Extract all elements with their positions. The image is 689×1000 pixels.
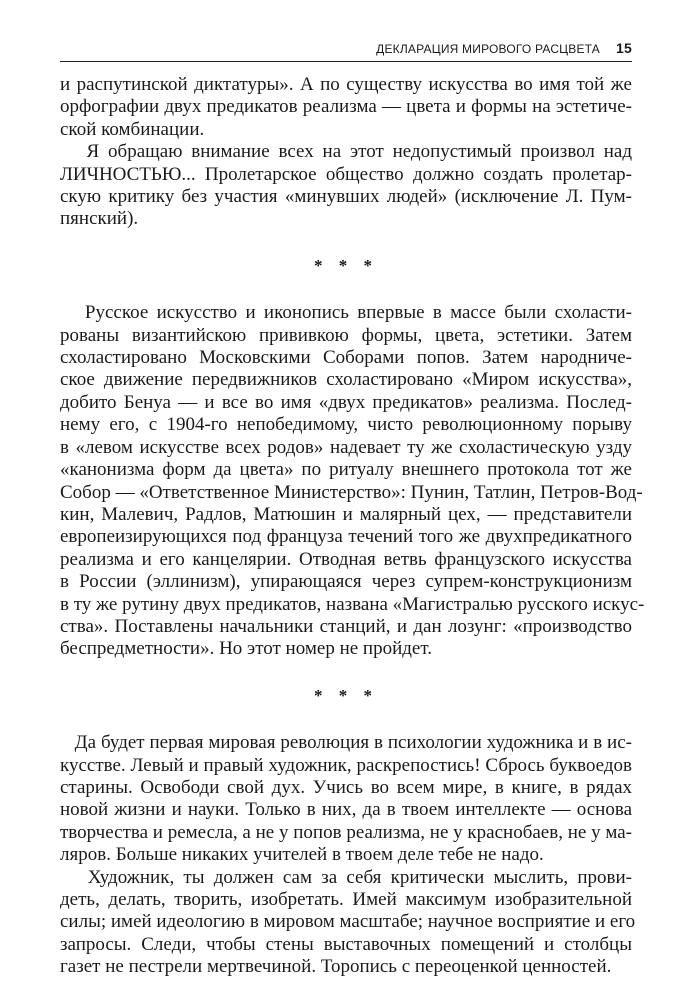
- text-line: Да будет первая мировая революция в психологии художника и в ис-: [60, 732, 632, 754]
- text-line: запросы. Следи, чтобы стены выставочных помещений и столбцы: [60, 933, 632, 955]
- text-line: Русское искусство и иконопись впервые в массе были схоласти-: [60, 302, 632, 324]
- text-line: кусстве. Левый и правый художник, раскрепостись! Сбрось буквоедов: [60, 754, 632, 776]
- text-line: беспредметности». Но этот номер не пройдет.: [60, 638, 432, 660]
- section-separator: * * *: [314, 685, 378, 705]
- text-line: газет не пестрели мертвечиной. Торопись с переоценкой ценностей.: [60, 956, 612, 978]
- text-line: в ту же рутину двух предикатов, названа «Магистралью русского искус-: [60, 593, 645, 615]
- text-line: и распутинской диктатуры». А по существу искусства во имя той же: [60, 74, 632, 95]
- text-line: в России (эллинизм), упирающаяся через супрем-конструкционизм: [60, 571, 632, 593]
- text-line: рованы византийскою прививкою формы, цвета, эстетики. Затем: [60, 324, 632, 346]
- body-text: [60, 74, 645, 979]
- paragraph: [60, 866, 636, 979]
- text-line: европеизирующихся под француза течений того же двухпредикатного: [60, 526, 632, 548]
- text-line: ляров. Больше никаких учителей в твоем деле тебе не надо.: [60, 844, 544, 866]
- text-line: в «левом искусстве всех родов» надевает ту же схоластическую узду: [60, 436, 632, 458]
- text-line: ское движение передвижников схоластировано «Миром искусства»,: [60, 369, 632, 391]
- text-line: деть, делать, творить, изобретать. Имей максимум изобразительной: [60, 889, 632, 910]
- text-line: нему его, с 1904-го непобедимому, чисто революционному порыву: [60, 414, 632, 436]
- text-line: ства». Поставлены начальники станций, и дан лозунг: «производство: [60, 615, 632, 637]
- paragraph: [60, 732, 632, 866]
- text-line: творчества и ремесла, а не у попов реализма, не у краснобаев, не у ма-: [60, 821, 632, 843]
- paragraph: [60, 74, 632, 141]
- text-line: новой жизни и науки. Только в них, да в твоем интеллекте — основа: [60, 799, 632, 821]
- text-line: кин, Малевич, Радлов, Матюшин и малярный цех, — представители: [60, 503, 632, 525]
- page-number: 15: [616, 40, 632, 56]
- running-head: [60, 41, 632, 62]
- running-head-title: ДЕКЛАРАЦИЯ МИРОВОГО РАСЦВЕТА: [376, 42, 601, 56]
- paragraph: [60, 302, 645, 661]
- text-line: ЛИЧНОСТЬЮ... Пролетарское общество должно создать пролетар-: [60, 163, 632, 185]
- text-line: Художник, ты должен сам за себя критически мыслить, прови-: [60, 866, 632, 888]
- text-line: орфографии двух предикатов реализма — цвета и формы на эстетиче-: [60, 96, 632, 118]
- text-line: Я обращаю внимание всех на этот недопустимый произвол над: [60, 141, 632, 163]
- text-line: добито Бенуа — и все во имя «двух предикатов» реализма. Послед-: [60, 391, 632, 413]
- text-line: старины. Освободи свой дух. Учись во всем мире, в книге, в рядах: [60, 776, 632, 798]
- text-line: пянский).: [60, 208, 139, 230]
- text-line: схоластировано Московскими Соборами попов. Затем народниче-: [60, 347, 632, 369]
- text-line: Собор — «Ответственное Министерство»: Пунин, Татлин, Петров-Вод-: [60, 481, 643, 503]
- section-separator: * * *: [314, 255, 378, 275]
- text-line: силы; имей идеологию в мировом масштабе; научное восприятие и его: [60, 911, 636, 933]
- paragraph: [60, 141, 632, 231]
- text-line: «канонизма форм да цвета» по ритуалу внешнего протокола тот же: [60, 459, 632, 481]
- text-line: ской комбинации.: [60, 118, 205, 140]
- text-line: реализма и его канцелярии. Отводная ветвь французского искусства: [60, 548, 632, 570]
- text-line: скую критику без участия «минувших людей» (исключение Л. Пум-: [60, 186, 632, 208]
